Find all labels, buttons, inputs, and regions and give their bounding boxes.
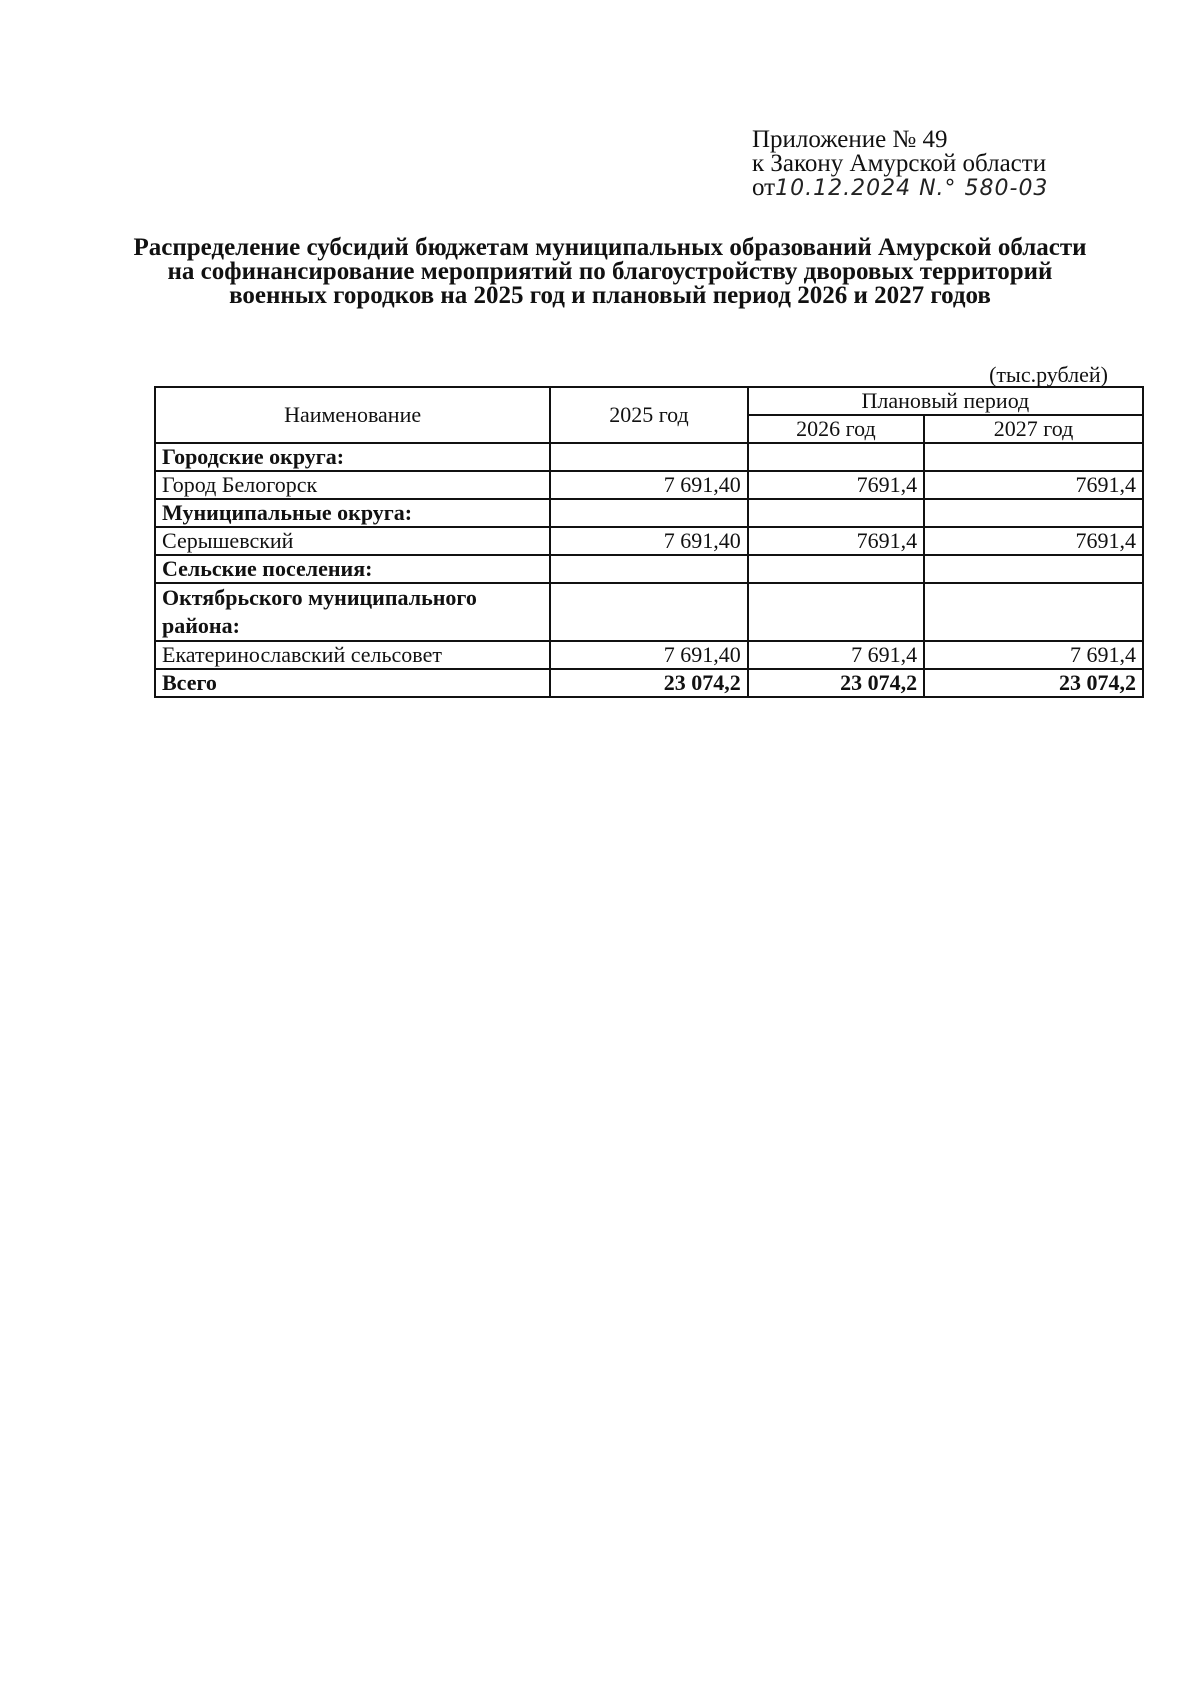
table-row (155, 499, 1143, 527)
header-planned-period: Плановый период (748, 387, 1143, 415)
row-name: Город Белогорск (155, 471, 550, 499)
units-label: (тыс.рублей) (989, 362, 1108, 387)
document-title: Распределение субсидий бюджетам муниципальных образований Амурской области на софинансирование мероприятий по благоустройству дворовых территорий военных городков на 2025 год и плановый период 2026 и 2027 годов (133, 234, 1087, 309)
header-2026: 2026 год (748, 415, 924, 443)
row-2026 (748, 555, 924, 583)
table-row (155, 583, 1143, 641)
row-2025 (550, 555, 748, 583)
appendix-law-reference: к Закону Амурской области (752, 150, 1047, 177)
total-2025: 23 074,2 (550, 669, 748, 697)
row-2027 (924, 443, 1143, 471)
subsidy-table (154, 386, 1144, 698)
row-2025 (550, 443, 748, 471)
table-row (155, 641, 1143, 669)
total-2026: 23 074,2 (748, 669, 924, 697)
header-name: Наименование (155, 387, 550, 443)
row-2026: 7 691,4 (748, 641, 924, 669)
table-row (155, 443, 1143, 471)
table-row (155, 527, 1143, 555)
row-name: Октябрьского муниципального района: (155, 583, 550, 641)
row-2027 (924, 583, 1143, 641)
total-label: Всего (155, 669, 550, 697)
total-row (155, 669, 1143, 697)
row-name: Муниципальные округа: (155, 499, 550, 527)
row-name: Серышевский (155, 527, 550, 555)
table-row (155, 555, 1143, 583)
table-row (155, 471, 1143, 499)
row-2025 (550, 499, 748, 527)
row-2027 (924, 499, 1143, 527)
row-2027: 7 691,4 (924, 641, 1143, 669)
row-2026 (748, 583, 924, 641)
row-name: Сельские поселения: (155, 555, 550, 583)
appendix-number: Приложение № 49 (752, 126, 948, 153)
row-2025 (550, 583, 748, 641)
row-2025: 7 691,40 (550, 527, 748, 555)
row-name: Екатеринославский сельсовет (155, 641, 550, 669)
row-name: Городские округа: (155, 443, 550, 471)
row-2025: 7 691,40 (550, 471, 748, 499)
row-2026: 7691,4 (748, 527, 924, 555)
row-2027 (924, 555, 1143, 583)
header-2027: 2027 год (924, 415, 1143, 443)
row-2027: 7691,4 (924, 527, 1143, 555)
row-2025: 7 691,40 (550, 641, 748, 669)
row-2026 (748, 443, 924, 471)
row-2026: 7691,4 (748, 471, 924, 499)
total-2027: 23 074,2 (924, 669, 1143, 697)
appendix-date-line (752, 176, 1048, 201)
row-2027: 7691,4 (924, 471, 1143, 499)
row-2026 (748, 499, 924, 527)
handwritten-date-number: 10.12.2024 N.° 580-03 (775, 176, 1049, 201)
appendix-header (752, 128, 1048, 201)
appendix-date-prefix: от (752, 174, 776, 201)
header-2025: 2025 год (550, 387, 748, 443)
